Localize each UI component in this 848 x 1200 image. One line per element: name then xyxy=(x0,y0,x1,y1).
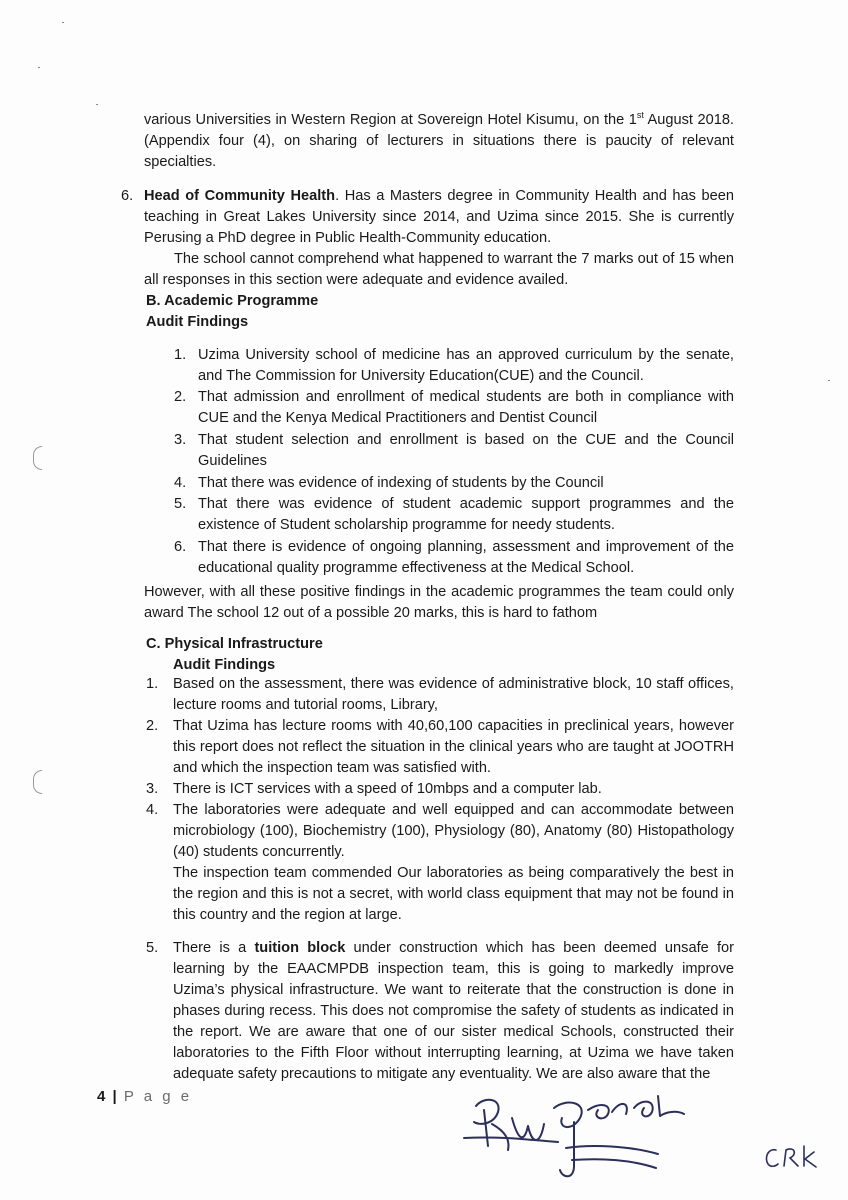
b-item-number: 6. xyxy=(174,539,187,555)
signature-image xyxy=(462,1088,712,1193)
b-list-item xyxy=(198,473,734,494)
c-list-item xyxy=(173,674,734,716)
item6-heading: Head of Community Health xyxy=(144,188,336,204)
list-item-text: That admission and enrollment of medical students are both in compliance with CUE and the Kenya Medical Practitioners and Dentist Council xyxy=(198,389,734,426)
b-item-number: 4. xyxy=(174,475,187,491)
c-list-item xyxy=(173,800,734,926)
item6-number: 6. xyxy=(121,188,134,204)
scan-speck xyxy=(62,22,64,23)
list-item-text: That Uzima has lecture rooms with 40,60,100 capacities in preclinical years, however this report does not reflect the situation in the clinical years who are taught at JOOTRH and which the inspection team was satisfied with. xyxy=(173,718,734,776)
scan-speck xyxy=(828,380,830,381)
item6-body: . Has a Masters degree in Community Health and has been teaching in Great Lakes University since 2014, and Uzima since 2015. She is currently Perusing a PhD degree in Public Health-Community education. xyxy=(144,188,734,246)
b-item-number: 2. xyxy=(174,389,187,405)
page-label: P a g e xyxy=(123,1088,193,1105)
intro-text: various Universities in Western Region at Sovereign Hotel Kisumu, on the 1 xyxy=(144,112,637,128)
b-item-number: 5. xyxy=(174,496,187,512)
list-item-text: There is ICT services with a speed of 10mbps and a computer lab. xyxy=(173,781,602,797)
list-item-bold-term: tuition block xyxy=(254,940,346,956)
scan-margin-mark xyxy=(33,446,42,470)
list-item-text-pre: There is a xyxy=(173,940,255,956)
item6-note: The school cannot comprehend what happened to warrant the 7 marks out of 15 when all responses in this section were adequate and evidence availed. xyxy=(144,251,734,288)
list-item-text: Uzima University school of medicine has an approved curriculum by the senate, and The Commission for University Education(CUE) and the Council. xyxy=(198,347,734,384)
c-list-item xyxy=(173,938,734,1085)
c-item-number: 2. xyxy=(146,718,159,734)
c-list-item xyxy=(173,779,734,800)
c-list-item xyxy=(173,716,734,779)
scan-margin-mark xyxy=(33,770,42,794)
intro-sup: st xyxy=(636,110,644,121)
footer-separator: | xyxy=(112,1088,117,1105)
section-c-heading: C. Physical Infrastructure xyxy=(146,636,323,652)
b-list-item xyxy=(198,494,734,536)
b-list-item xyxy=(198,387,734,429)
section-b-heading: B. Academic Programme xyxy=(146,293,319,309)
initials-image xyxy=(762,1142,832,1172)
b-list-item xyxy=(198,537,734,579)
b-list-item xyxy=(198,430,734,472)
section-b-subheading: Audit Findings xyxy=(146,314,249,330)
list-item-extra-paragraph: The inspection team commended Our laboratories as being comparatively the best in the region and this is not a secret, with world class equipment that may not be found in this country and the region at large. xyxy=(173,865,734,923)
b-item-number: 1. xyxy=(174,347,187,363)
page-footer xyxy=(97,1086,192,1107)
scan-speck xyxy=(96,104,98,105)
intro-text-2: August 2018. (Appendix four (4), on sharing of lecturers in situations there is paucity of relevant specialties. xyxy=(144,112,734,170)
b-item-number: 3. xyxy=(174,432,187,448)
item6-paragraph xyxy=(144,186,734,249)
list-item-text: Based on the assessment, there was evidence of administrative block, 10 staff offices, lecture rooms and tutorial rooms, Library, xyxy=(173,676,734,713)
page-number: 4 xyxy=(97,1088,106,1105)
c-item-number: 5. xyxy=(146,940,159,956)
c-item-number: 3. xyxy=(146,781,159,797)
scan-speck xyxy=(38,67,40,68)
section-b-conclusion: However, with all these positive findings in the academic programmes the team could only award The school 12 out of a possible 20 marks, this is hard to fathom xyxy=(144,584,734,621)
section-c-subheading: Audit Findings xyxy=(173,657,276,673)
list-item-text: The laboratories were adequate and well equipped and can accommodate between microbiology (100), Biochemistry (100), Physiology (80), Anatomy (80) Histopathology (40) students concurrently. xyxy=(173,802,734,860)
list-item-text: That student selection and enrollment is based on the CUE and the Council Guidelines xyxy=(198,432,734,469)
initials-signature xyxy=(762,1142,832,1176)
list-item-text: That there was evidence of indexing of students by the Council xyxy=(198,475,604,491)
list-item-text: That there was evidence of student academic support programmes and the existence of Student scholarship programme for needy students. xyxy=(198,496,734,533)
list-item-text: That there is evidence of ongoing planning, assessment and improvement of the educational quality programme effectiveness at the Medical School. xyxy=(198,539,734,576)
b-list-item xyxy=(198,345,734,387)
c-item-number: 4. xyxy=(146,802,159,818)
intro-paragraph xyxy=(144,110,734,173)
list-item-text: under construction which has been deemed unsafe for learning by the EAACMPDB inspection team, this is going to markedly improve Uzima’s physical infrastructure. We want to reiterate that the construction is done in phases during recess. This does not compromise the safety of students as indicated in the report. We are aware that one of our sister medical Schools, constructed their laboratories to the Fifth Floor without interrupting learning, at Uzima we have taken adequate safety precautions to mitigate any eventuality. We are also aware that the xyxy=(173,940,734,1082)
c-item-number: 1. xyxy=(146,676,159,692)
